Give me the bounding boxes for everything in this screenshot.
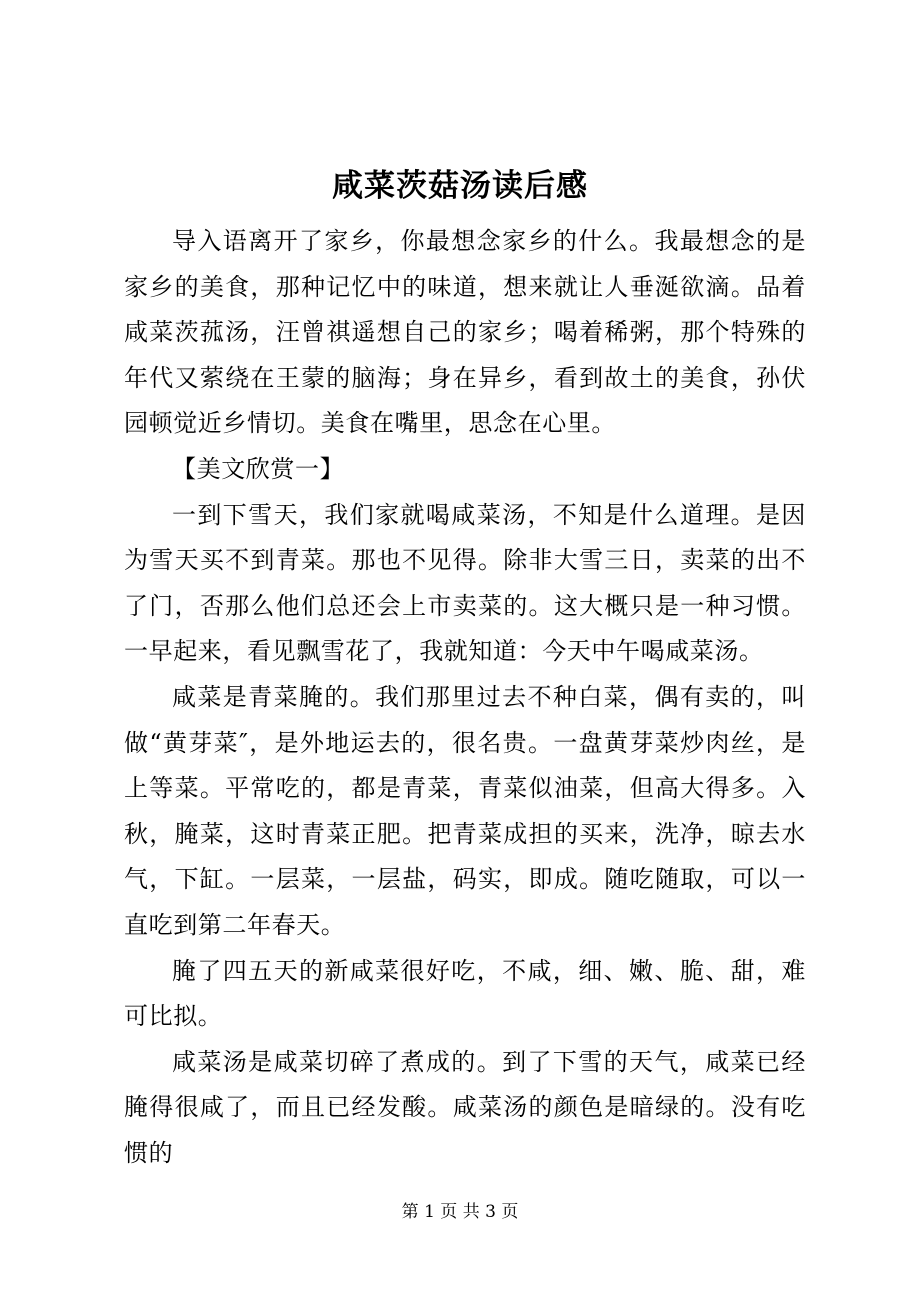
document-body — [124, 219, 806, 1176]
document-title: 咸菜茨菇汤读后感 — [332, 168, 588, 204]
paragraph-2: 咸菜是青菜腌的。我们那里过去不种白菜，偶有卖的，叫做“黄芽菜″，是外地运去的，很名贵。一盘黄芽菜炒肉丝，是上等菜。平常吃的，都是青菜，青菜似油菜，但高大得多。入秋，腌菜，这时青菜正肥。把青菜成担的买来，洗净，晾去水气，下缸。一层菜，一层盐，码实，即成。随吃随取，可以一直吃到第二年春天。 — [124, 682, 806, 939]
paragraph-1: 一到下雪天，我们家就喝咸菜汤，不知是什么道理。是因为雪天买不到青菜。那也不见得。除非大雪三日，卖菜的出不了门，否那么他们总还会上市卖菜的。这大概只是一种习惯。一早起来，看见飘雪花了，我就知道：今天中午喝咸菜汤。 — [124, 500, 806, 666]
paragraph-3: 腌了四五天的新咸菜很好吃，不咸，细、嫩、脆、甜，难可比拟。 — [124, 956, 806, 1031]
paragraph-4: 咸菜汤是咸菜切碎了煮成的。到了下雪的天气，咸菜已经腌得很咸了，而且已经发酸。咸菜汤的颜色是暗绿的。没有吃惯的 — [124, 1047, 806, 1167]
paragraph-intro: 导入语离开了家乡，你最想念家乡的什么。我最想念的是家乡的美食，那种记忆中的味道，想来就让人垂涎欲滴。品着咸菜茨菰汤，汪曾祺遥想自己的家乡；喝着稀粥，那个特殊的年代又萦绕在王蒙的脑海；身在异乡，看到故土的美食，孙伏园顿觉近乡情切。美食在嘴里，思念在心里。 — [124, 227, 806, 438]
section-heading: 【美文欣赏一】 — [172, 454, 345, 483]
page-number-footer: 第 1 页 共 3 页 — [401, 1202, 519, 1222]
